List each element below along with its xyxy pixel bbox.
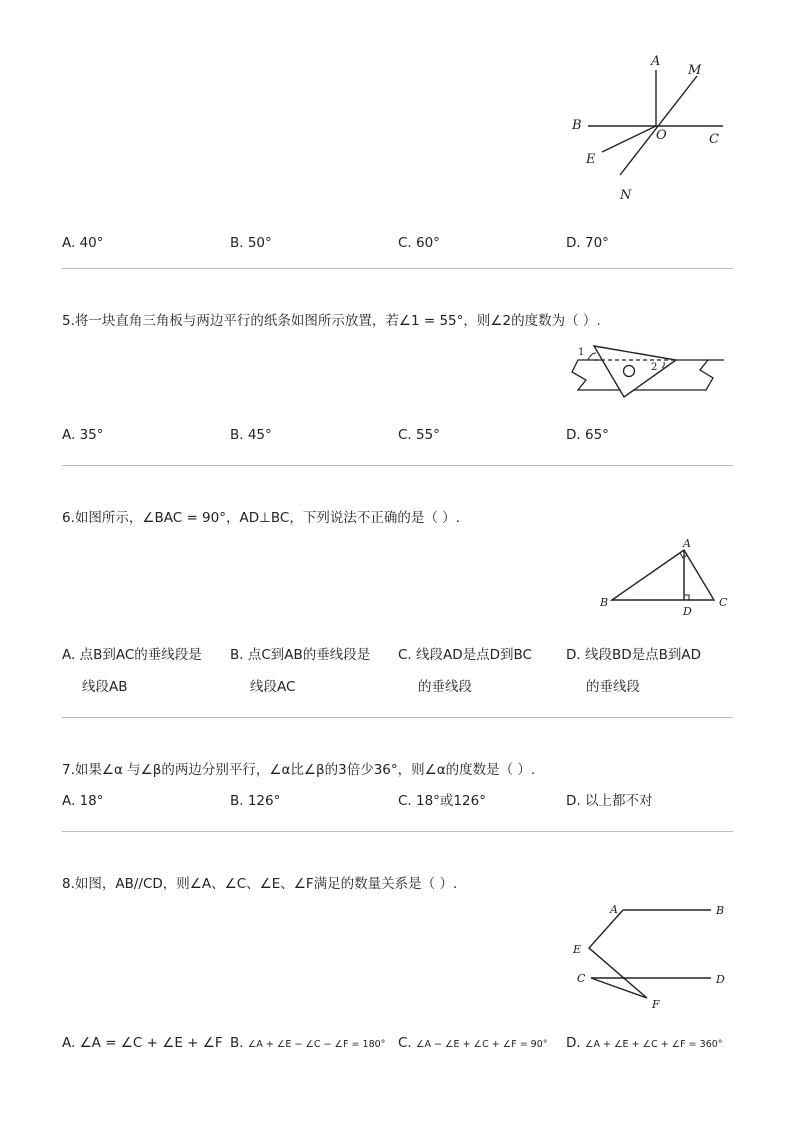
q4-option-a[interactable]: A. 40° [62,235,104,251]
q5-figure [558,340,730,402]
angle-label-2: 2 [651,362,658,373]
label-c: C [577,972,586,985]
q4-option-c[interactable]: C. 60° [398,235,440,251]
q5-option-a[interactable]: A. 35° [62,427,104,443]
ruler-hole [624,366,635,377]
q6-option-a-line1: A. 点B到AC的垂线段是 [62,647,202,663]
q5-stem: 5.将一块直角三角板与两边平行的纸条如图所示放置，若∠1 = 55°，则∠2的度数为（ ）. [62,313,601,329]
label-a: A [683,537,691,550]
q4-figure [565,48,735,208]
q5-option-b[interactable]: B. 45° [230,427,272,443]
q6-option-a-line2: 线段AB [82,679,128,695]
angle-1-arc [588,353,596,360]
q8-option-a[interactable]: A. ∠A = ∠C + ∠E + ∠F [62,1035,223,1051]
q6-stem: 6.如图所示，∠BAC = 90°，AD⊥BC，下列说法不正确的是（ ）. [62,510,460,526]
label-c: C [709,132,719,147]
q6-option-b-line2: 线段AC [250,679,296,695]
triangle-abc [612,550,714,600]
q7-stem: 7.如果∠α 与∠β的两边分别平行，∠α比∠β的3倍少36°，则∠α的度数是（ ）. [62,762,536,778]
q6-option-c-line1: C. 线段AD是点D到BC [398,647,532,663]
q8-option-b[interactable] [230,1033,385,1055]
label-d: D [716,973,725,986]
separator [62,268,733,269]
q6-option-c-line2: 的垂线段 [418,679,472,695]
label-e: E [586,152,596,167]
q7-option-c[interactable]: C. 18°或126° [398,793,486,809]
q8-option-d[interactable] [566,1033,723,1055]
q6-option-d[interactable] [566,639,701,703]
label-n: N [620,188,632,203]
q8-stem: 8.如图，AB//CD，则∠A、∠C、∠E、∠F满足的数量关系是（ ）. [62,876,458,892]
q4-option-d[interactable]: D. 70° [566,235,609,251]
q8-figure [565,898,737,1014]
q6-option-d-line1: D. 线段BD是点B到AD [566,647,702,663]
q8-option-c-text: ∠A − ∠E + ∠C + ∠F = 90° [416,1039,548,1050]
right-angle-mark-d [684,595,689,600]
label-a: A [610,903,618,916]
q7-option-b[interactable]: B. 126° [230,793,281,809]
q4-option-b[interactable]: B. 50° [230,235,272,251]
q6-option-d-line2: 的垂线段 [586,679,640,695]
label-b: B [716,904,725,917]
q6-option-b-line1: B. 点C到AB的垂线段是 [230,647,371,663]
q5-option-d[interactable]: D. 65° [566,427,609,443]
label-f: F [652,998,660,1011]
label-m: M [688,63,702,78]
separator [62,717,733,718]
q6-option-b[interactable] [230,639,370,703]
q8-option-c-label: C. [398,1035,412,1051]
q8-option-b-text: ∠A + ∠E − ∠C − ∠F = 180° [247,1039,386,1050]
label-d: D [683,605,692,618]
label-e: E [573,943,582,956]
q8-option-b-label: B. [230,1035,244,1051]
separator [62,465,733,466]
path-a-e-f-c [589,910,647,998]
q6-figure [592,534,737,620]
label-b: B [572,118,582,133]
label-a: A [651,54,661,69]
label-c: C [719,596,728,609]
q8-option-d-label: D. [566,1035,581,1051]
q7-option-a[interactable]: A. 18° [62,793,104,809]
q8-option-c[interactable] [398,1033,548,1055]
q7-option-d[interactable]: D. 以上都不对 [566,793,653,809]
label-b: B [600,596,609,609]
q8-option-d-text: ∠A + ∠E + ∠C + ∠F = 360° [584,1039,723,1050]
angle-label-1: 1 [578,347,585,358]
separator [62,831,733,832]
q6-option-a[interactable] [62,639,202,703]
q5-option-c[interactable]: C. 55° [398,427,440,443]
label-o: O [656,128,667,143]
q6-option-c[interactable] [398,639,532,703]
